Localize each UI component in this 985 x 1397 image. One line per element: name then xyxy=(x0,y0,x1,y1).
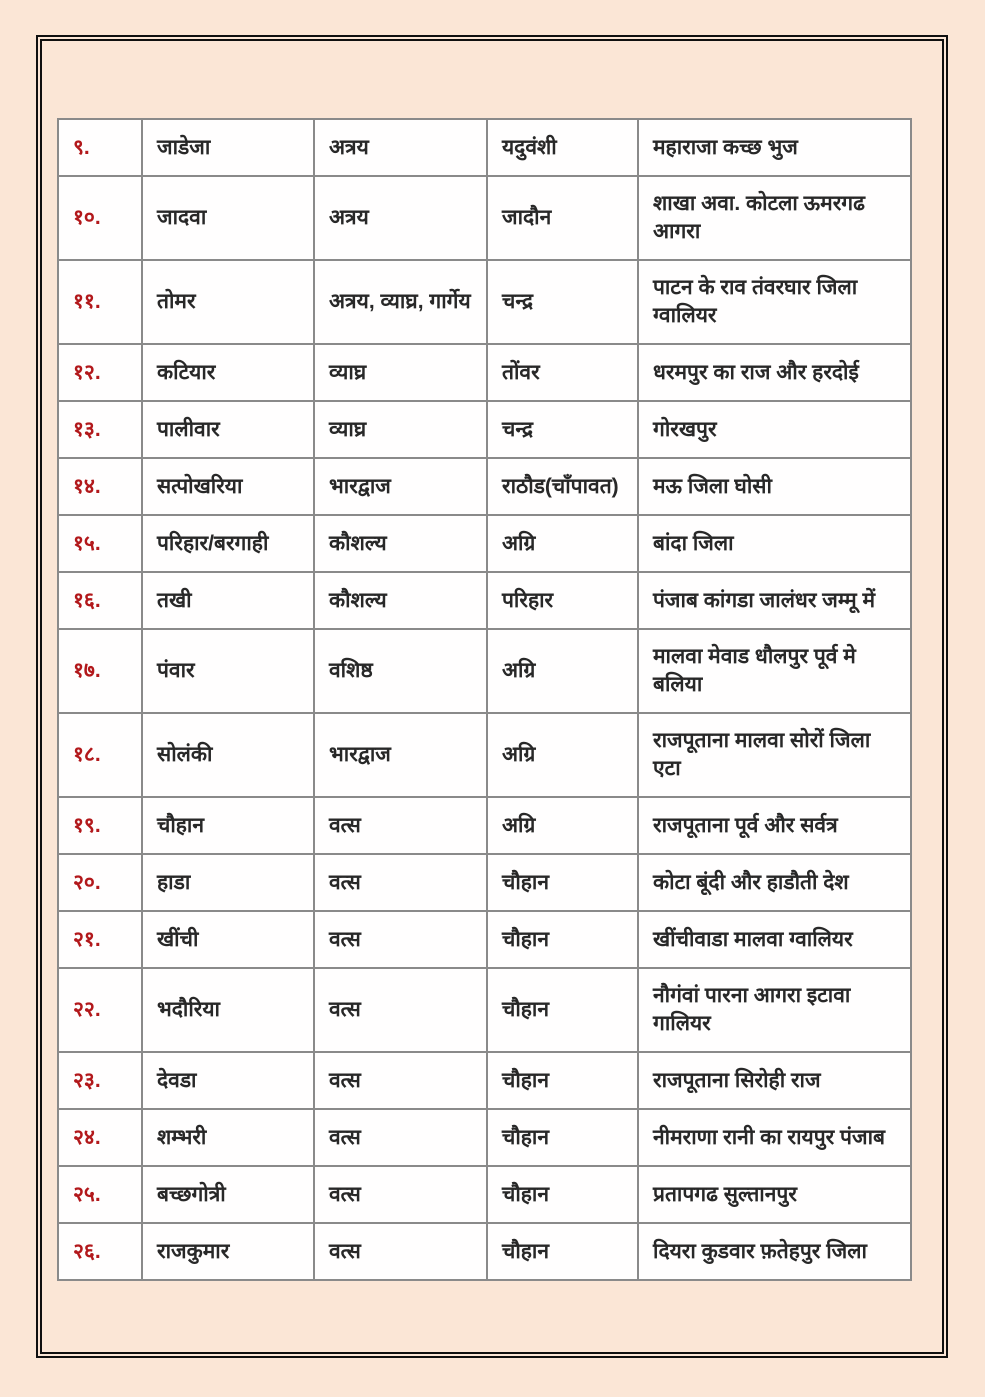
cell-region: पंजाब कांगडा जालंधर जम्मू में xyxy=(638,572,911,629)
table-row xyxy=(58,401,911,458)
table-row xyxy=(58,713,911,797)
table-row xyxy=(58,1166,911,1223)
cell-region: राजपूताना पूर्व और सर्वत्र xyxy=(638,797,911,854)
cell-gotra: व्याघ्र xyxy=(314,401,487,458)
cell-region: दियरा कुडवार फ़तेहपुर जिला xyxy=(638,1223,911,1280)
cell-surname: चौहान xyxy=(142,797,314,854)
cell-serial-number: २१. xyxy=(58,911,142,968)
cell-vansh: चौहान xyxy=(487,968,638,1052)
table-row xyxy=(58,1223,911,1280)
cell-vansh: चन्द्र xyxy=(487,401,638,458)
clan-table-body xyxy=(58,119,911,1280)
cell-gotra: वशिष्ठ xyxy=(314,629,487,713)
cell-region: नौगंवां पारना आगरा इटावा गालियर xyxy=(638,968,911,1052)
cell-vansh: अग्रि xyxy=(487,515,638,572)
cell-serial-number: २४. xyxy=(58,1109,142,1166)
cell-surname: सोलंकी xyxy=(142,713,314,797)
cell-vansh: चौहान xyxy=(487,854,638,911)
cell-vansh: यदुवंशी xyxy=(487,119,638,176)
cell-gotra: वत्स xyxy=(314,911,487,968)
cell-vansh: चौहान xyxy=(487,911,638,968)
cell-vansh: राठौड(चाँपावत) xyxy=(487,458,638,515)
table-row xyxy=(58,1109,911,1166)
cell-serial-number: २६. xyxy=(58,1223,142,1280)
cell-serial-number: १३. xyxy=(58,401,142,458)
cell-region: महाराजा कच्छ भुज xyxy=(638,119,911,176)
cell-region: बांदा जिला xyxy=(638,515,911,572)
cell-region: नीमराणा रानी का रायपुर पंजाब xyxy=(638,1109,911,1166)
cell-region: राजपूताना सिरोही राज xyxy=(638,1052,911,1109)
cell-serial-number: २२. xyxy=(58,968,142,1052)
cell-surname: बच्छगोत्री xyxy=(142,1166,314,1223)
cell-serial-number: २०. xyxy=(58,854,142,911)
table-row xyxy=(58,458,911,515)
cell-gotra: वत्स xyxy=(314,1223,487,1280)
cell-gotra: वत्स xyxy=(314,1052,487,1109)
cell-gotra: वत्स xyxy=(314,1166,487,1223)
cell-gotra: भारद्वाज xyxy=(314,458,487,515)
cell-gotra: वत्स xyxy=(314,854,487,911)
table-row xyxy=(58,344,911,401)
cell-surname: भदौरिया xyxy=(142,968,314,1052)
cell-vansh: चन्द्र xyxy=(487,260,638,344)
cell-region: प्रतापगढ सुल्तानपुर xyxy=(638,1166,911,1223)
cell-vansh: चौहान xyxy=(487,1052,638,1109)
cell-serial-number: १९. xyxy=(58,797,142,854)
cell-region: पाटन के राव तंवरघार जिला ग्वालियर xyxy=(638,260,911,344)
cell-vansh: अग्रि xyxy=(487,629,638,713)
cell-gotra: कौशल्य xyxy=(314,572,487,629)
cell-surname: हाडा xyxy=(142,854,314,911)
cell-region: खींचीवाडा मालवा ग्वालियर xyxy=(638,911,911,968)
cell-surname: कटियार xyxy=(142,344,314,401)
cell-serial-number: १६. xyxy=(58,572,142,629)
table-row xyxy=(58,572,911,629)
cell-serial-number: १८. xyxy=(58,713,142,797)
cell-serial-number: १४. xyxy=(58,458,142,515)
cell-serial-number: १५. xyxy=(58,515,142,572)
table-row xyxy=(58,854,911,911)
cell-serial-number: ११. xyxy=(58,260,142,344)
cell-surname: जाडेजा xyxy=(142,119,314,176)
cell-surname: देवडा xyxy=(142,1052,314,1109)
cell-surname: पंवार xyxy=(142,629,314,713)
cell-surname: राजकुमार xyxy=(142,1223,314,1280)
cell-gotra: व्याघ्र xyxy=(314,344,487,401)
cell-surname: तोमर xyxy=(142,260,314,344)
cell-vansh: परिहार xyxy=(487,572,638,629)
cell-serial-number: १०. xyxy=(58,176,142,260)
cell-surname: परिहार/बरगाही xyxy=(142,515,314,572)
cell-vansh: चौहान xyxy=(487,1223,638,1280)
cell-vansh: जादौन xyxy=(487,176,638,260)
cell-gotra: वत्स xyxy=(314,968,487,1052)
cell-surname: तखी xyxy=(142,572,314,629)
cell-region: कोटा बूंदी और हाडौती देश xyxy=(638,854,911,911)
table-row xyxy=(58,968,911,1052)
cell-serial-number: १२. xyxy=(58,344,142,401)
cell-region: राजपूताना मालवा सोरों जिला एटा xyxy=(638,713,911,797)
cell-vansh: चौहान xyxy=(487,1166,638,1223)
table-row xyxy=(58,797,911,854)
cell-region: शाखा अवा. कोटला ऊमरगढ आगरा xyxy=(638,176,911,260)
cell-gotra: अत्रय xyxy=(314,119,487,176)
cell-gotra: भारद्वाज xyxy=(314,713,487,797)
cell-gotra: कौशल्य xyxy=(314,515,487,572)
cell-gotra: वत्स xyxy=(314,1109,487,1166)
cell-serial-number: १७. xyxy=(58,629,142,713)
table-row xyxy=(58,260,911,344)
cell-serial-number: २५. xyxy=(58,1166,142,1223)
cell-serial-number: २३. xyxy=(58,1052,142,1109)
cell-gotra: वत्स xyxy=(314,797,487,854)
cell-surname: शम्भरी xyxy=(142,1109,314,1166)
cell-gotra: अत्रय, व्याघ्र, गार्गेय xyxy=(314,260,487,344)
table-row xyxy=(58,515,911,572)
cell-vansh: अग्रि xyxy=(487,713,638,797)
table-row xyxy=(58,176,911,260)
cell-region: मालवा मेवाड धौलपुर पूर्व मे बलिया xyxy=(638,629,911,713)
cell-vansh: चौहान xyxy=(487,1109,638,1166)
cell-surname: जादवा xyxy=(142,176,314,260)
cell-region: गोरखपुर xyxy=(638,401,911,458)
cell-surname: पालीवार xyxy=(142,401,314,458)
cell-vansh: तोंवर xyxy=(487,344,638,401)
clan-table xyxy=(57,118,912,1281)
table-row xyxy=(58,119,911,176)
table-row xyxy=(58,629,911,713)
cell-surname: खींची xyxy=(142,911,314,968)
cell-region: धरमपुर का राज और हरदोई xyxy=(638,344,911,401)
cell-vansh: अग्रि xyxy=(487,797,638,854)
table-row xyxy=(58,1052,911,1109)
table-row xyxy=(58,911,911,968)
cell-region: मऊ जिला घोसी xyxy=(638,458,911,515)
cell-gotra: अत्रय xyxy=(314,176,487,260)
cell-surname: सत्पोखरिया xyxy=(142,458,314,515)
cell-serial-number: ९. xyxy=(58,119,142,176)
